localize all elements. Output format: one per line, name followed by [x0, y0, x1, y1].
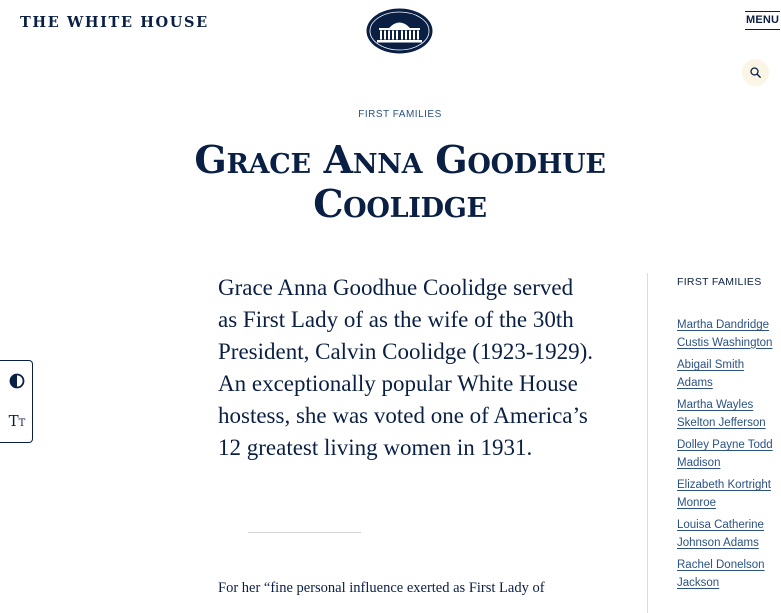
text-size-button[interactable] [7, 412, 27, 432]
sidebar-item-elizabeth-monroe[interactable]: Elizabeth Kortright Monroe [677, 479, 771, 509]
sidebar-item-dolley-madison[interactable]: Dolley Payne Todd Madison [677, 439, 773, 469]
sidebar-item-abigail-adams[interactable]: Abigail Smith Adams [677, 359, 745, 389]
first-families-sidebar [677, 276, 781, 596]
sidebar-item-rachel-jackson[interactable]: Rachel Donelson Jackson [677, 559, 765, 589]
breadcrumb[interactable]: FIRST FAMILIES [358, 109, 442, 120]
white-house-seal-icon[interactable] [366, 8, 433, 54]
search-button[interactable] [742, 59, 769, 86]
sidebar-heading: FIRST FAMILIES [677, 276, 762, 288]
page-title: Grace Anna Goodhue Coolidge [194, 137, 606, 226]
menu-button[interactable]: MENU [745, 11, 780, 30]
accessibility-toolbar [0, 360, 33, 443]
sidebar-list [677, 316, 781, 591]
sidebar-item-louisa-adams[interactable]: Louisa Catherine Johnson Adams [677, 519, 764, 549]
contrast-icon [9, 373, 25, 389]
contrast-toggle-button[interactable] [7, 371, 27, 391]
search-icon [750, 67, 761, 78]
sidebar-item-martha-washington[interactable]: Martha Dandridge Custis Washington [677, 319, 773, 349]
sidebar-divider [647, 273, 648, 613]
body-paragraph: For her “fine personal influence exerted as First Lady of [218, 580, 545, 596]
sidebar-item-martha-jefferson[interactable]: Martha Wayles Skelton Jefferson [677, 399, 766, 429]
intro-paragraph: Grace Anna Goodhue Coolidge served as First Lady of as the wife of the 30th President, Calvin Coolidge (1923-1929). An exceptionally popular White House hostess, she was voted one of America’s 12 greatest living women in 1931. [218, 275, 593, 460]
text-size-icon: TT [8, 411, 26, 430]
divider [248, 532, 361, 533]
site-name[interactable]: THE WHITE HOUSE [20, 14, 209, 31]
